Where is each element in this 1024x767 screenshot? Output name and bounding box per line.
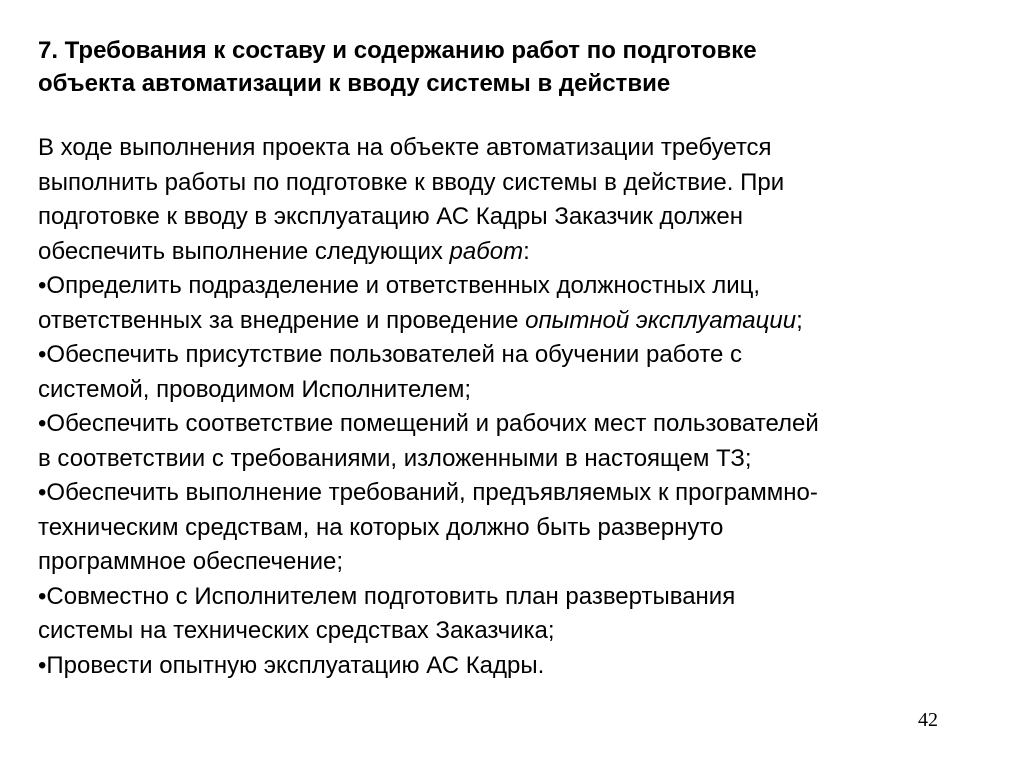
- bullet-list: [38, 269, 998, 683]
- bullet-item-2: [38, 338, 998, 407]
- intro-line-1: В ходе выполнения проекта на объекте автоматизации требуется: [38, 134, 772, 161]
- bullet-1-line-2-text: ответственных за внедрение и проведение: [38, 306, 526, 334]
- intro-paragraph: [38, 131, 998, 269]
- bullet-5-line-2: системы на технических средствах Заказчика;: [38, 617, 555, 644]
- intro-line-4-italic: работ: [449, 237, 524, 265]
- intro-line-4-text: обеспечить выполнение следующих: [38, 237, 450, 265]
- intro-line-3: подготовке к вводу в эксплуатацию АС Кадры Заказчик должен: [38, 203, 744, 230]
- bullet-2-line-1: •Обеспечить присутствие пользователей на обучении работе с: [38, 341, 742, 368]
- bullet-6-line-1: •Провести опытную эксплуатацию АС Кадры.: [38, 651, 545, 679]
- bullet-1-line-2: [38, 304, 998, 339]
- title-line-1: 7. Требования к составу и содержанию работ по подготовке: [38, 37, 757, 64]
- bullet-3-line-1: •Обеспечить соответствие помещений и рабочих мест пользователей: [38, 410, 819, 437]
- bullet-3-line-2: в соответствии с требованиями, изложенными в настоящем ТЗ;: [38, 444, 752, 472]
- page-number: 42: [918, 709, 938, 731]
- bullet-item-4: [38, 476, 998, 580]
- bullet-4-line-2: техническим средствам, на которых должно быть развернуто: [38, 513, 724, 541]
- bullet-1-line-2-end: ;: [796, 306, 803, 334]
- bullet-1-line-2-italic: опытной эксплуатации: [525, 306, 797, 334]
- intro-line-2: выполнить работы по подготовке к вводу системы в действие. При: [38, 168, 785, 196]
- bullet-item-3: [38, 407, 998, 476]
- bullet-item-1: [38, 269, 998, 338]
- bullet-item-6: [38, 649, 998, 684]
- bullet-4-line-1: •Обеспечить выполнение требований, предъявляемых к программно-: [38, 479, 818, 506]
- bullet-4-line-3: программное обеспечение;: [38, 548, 344, 575]
- bullet-5-line-1: •Совместно с Исполнителем подготовить план развертывания: [38, 582, 736, 610]
- intro-line-4: [38, 235, 998, 270]
- bullet-1-line-1: •Определить подразделение и ответственных должностных лиц,: [38, 272, 761, 299]
- slide-title: [38, 34, 988, 100]
- bullet-2-line-2: системой, проводимом Исполнителем;: [38, 375, 472, 403]
- slide-body: [38, 131, 998, 683]
- intro-line-4-colon: :: [523, 237, 530, 265]
- bullet-item-5: [38, 580, 998, 649]
- title-line-2: объекта автоматизации к вводу системы в действие: [38, 70, 671, 97]
